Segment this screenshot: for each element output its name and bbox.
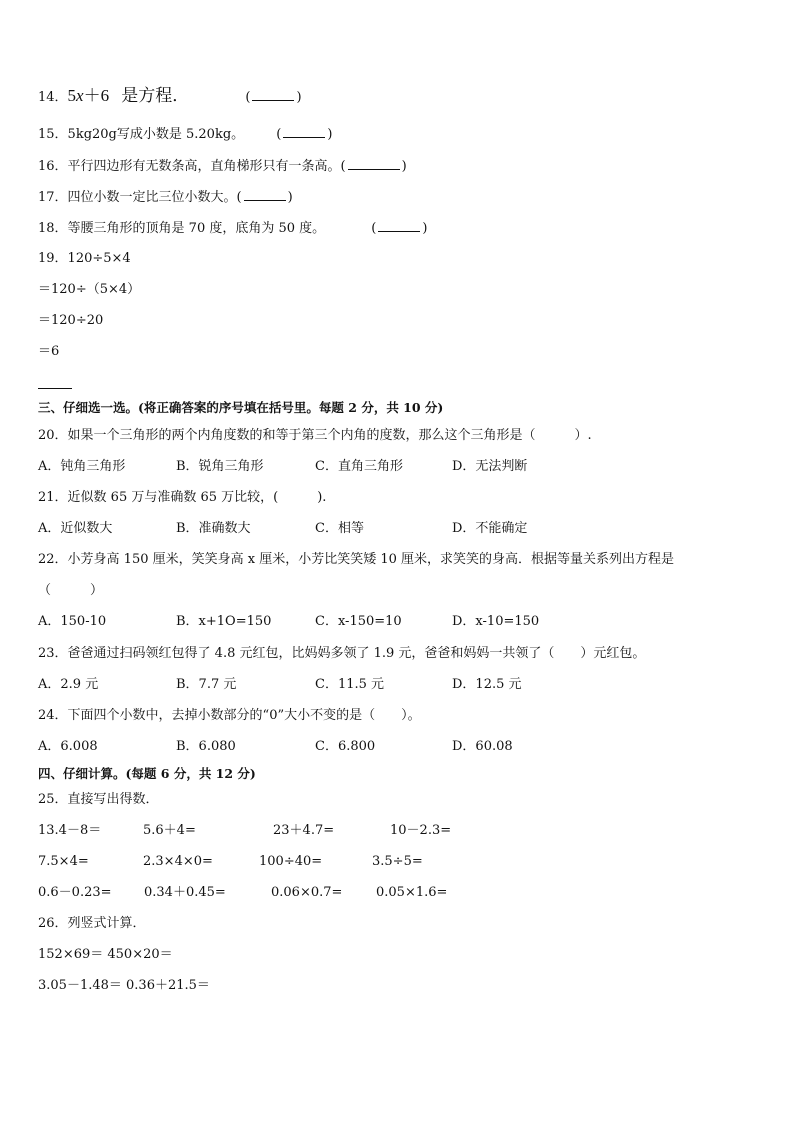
question-15 — [38, 125, 332, 143]
question-22: 22．小芳身高 150 厘米，笑笑身高 x 厘米，小芳比笑笑矮 10 厘米，求笑笑的身高．根据等量关系列出方程是 — [38, 552, 675, 567]
calc-item: 7.5×4= — [38, 854, 89, 869]
section-4-title: 四、仔细计算。(每题 6 分，共 12 分) — [38, 766, 256, 781]
calc-item: 0.06×0.7= — [271, 885, 343, 900]
question-24: 24．下面四个小数中，去掉小数部分的“0”大小不变的是（ ）。 — [38, 708, 421, 723]
question-number: 14． — [38, 90, 68, 105]
question-26: 26．列竖式计算． — [38, 916, 146, 931]
question-16 — [38, 157, 407, 175]
expression: 5x＋6 — [67, 86, 110, 105]
option-c[interactable]: C．x-150=10 — [315, 614, 402, 629]
calc-row: 152×69＝ 450×20＝ — [38, 947, 173, 962]
option-c[interactable]: C．相等 — [315, 521, 364, 536]
calc-row: 3.05－1.48＝ 0.36＋21.5＝ — [38, 978, 210, 993]
answer-blank[interactable] — [252, 88, 294, 101]
answer-bracket[interactable]: （ ） — [38, 583, 104, 598]
calc-item: 10－2.3= — [390, 823, 452, 838]
question-19-line-2: ＝120÷（5×4） — [38, 282, 141, 297]
answer-blank[interactable] — [244, 188, 286, 201]
option-c[interactable]: C．6.800 — [315, 739, 376, 754]
question-14 — [38, 88, 302, 106]
calc-item: 0.34＋0.45= — [144, 885, 226, 900]
option-a[interactable]: A．6.008 — [38, 739, 98, 754]
question-20: 20．如果一个三角形的两个内角度数的和等于第三个内角的度数，那么这个三角形是（ ）. — [38, 428, 592, 443]
calc-item: 100÷40= — [259, 854, 323, 869]
question-text: 16．平行四边形有无数条高，直角梯形只有一条高。( — [38, 159, 346, 174]
option-b[interactable]: B．x+1O=150 — [176, 614, 272, 629]
question-21: 21．近似数 65 万与准确数 65 万比较，( ). — [38, 490, 327, 505]
option-d[interactable]: D．12.5 元 — [452, 677, 522, 692]
option-a[interactable]: A．钝角三角形 — [38, 459, 126, 474]
question-17 — [38, 188, 293, 206]
question-19-line-1: 19．120÷5×4 — [38, 251, 131, 266]
question-19-line-4: ＝6 — [38, 344, 60, 359]
answer-bracket-right: ) — [327, 127, 333, 142]
option-c[interactable]: C．11.5 元 — [315, 677, 385, 692]
option-a[interactable]: A．150-10 — [38, 614, 107, 629]
option-d[interactable]: D．60.08 — [452, 739, 513, 754]
answer-bracket-right: ) — [401, 159, 407, 174]
calc-item: 2.3×4×0= — [143, 854, 213, 869]
question-25: 25．直接写出得数． — [38, 792, 159, 807]
answer-bracket-left: ( — [371, 221, 377, 236]
option-c[interactable]: C．直角三角形 — [315, 459, 403, 474]
calc-item: 0.05×1.6= — [376, 885, 448, 900]
question-text: 15．5kg20g写成小数是 5.20kg。 — [38, 127, 245, 142]
question-23: 23．爸爸通过扫码领红包得了 4.8 元红包，比妈妈多领了 1.9 元，爸爸和妈妈一共领了（ ）元红包。 — [38, 646, 646, 661]
answer-blank[interactable] — [348, 157, 400, 170]
calc-item: 23＋4.7= — [273, 823, 335, 838]
option-a[interactable]: A．2.9 元 — [38, 677, 99, 692]
question-text: 18．等腰三角形的顶角是 70 度，底角为 50 度。 — [38, 221, 326, 236]
calc-item: 0.6－0.23= — [38, 885, 112, 900]
calc-item: 3.5÷5= — [372, 854, 423, 869]
option-d[interactable]: D．不能确定 — [452, 521, 528, 536]
answer-bracket-left: ( — [245, 90, 251, 105]
calc-item: 5.6＋4= — [143, 823, 196, 838]
question-text: 17．四位小数一定比三位小数大。( — [38, 190, 242, 205]
answer-bracket-right: ) — [422, 221, 428, 236]
option-d[interactable]: D．无法判断 — [452, 459, 528, 474]
option-b[interactable]: B．锐角三角形 — [176, 459, 264, 474]
answer-blank[interactable] — [378, 219, 420, 232]
section-3-title: 三、仔细选一选。(将正确答案的序号填在括号里。每题 2 分，共 10 分) — [38, 400, 444, 415]
option-b[interactable]: B．准确数大 — [176, 521, 251, 536]
option-a[interactable]: A．近似数大 — [38, 521, 113, 536]
calc-item: 13.4－8＝ — [38, 823, 102, 838]
option-b[interactable]: B．6.080 — [176, 739, 236, 754]
question-18 — [38, 219, 427, 237]
answer-bracket-left: ( — [276, 127, 282, 142]
answer-bracket-right: ) — [287, 190, 293, 205]
option-d[interactable]: D．x-10=150 — [452, 614, 540, 629]
question-text: 是方程． — [121, 86, 190, 105]
answer-blank[interactable] — [38, 388, 72, 389]
option-b[interactable]: B．7.7 元 — [176, 677, 237, 692]
answer-blank[interactable] — [283, 125, 325, 138]
answer-bracket-right: ) — [296, 90, 302, 105]
question-19-line-3: ＝120÷20 — [38, 313, 104, 328]
